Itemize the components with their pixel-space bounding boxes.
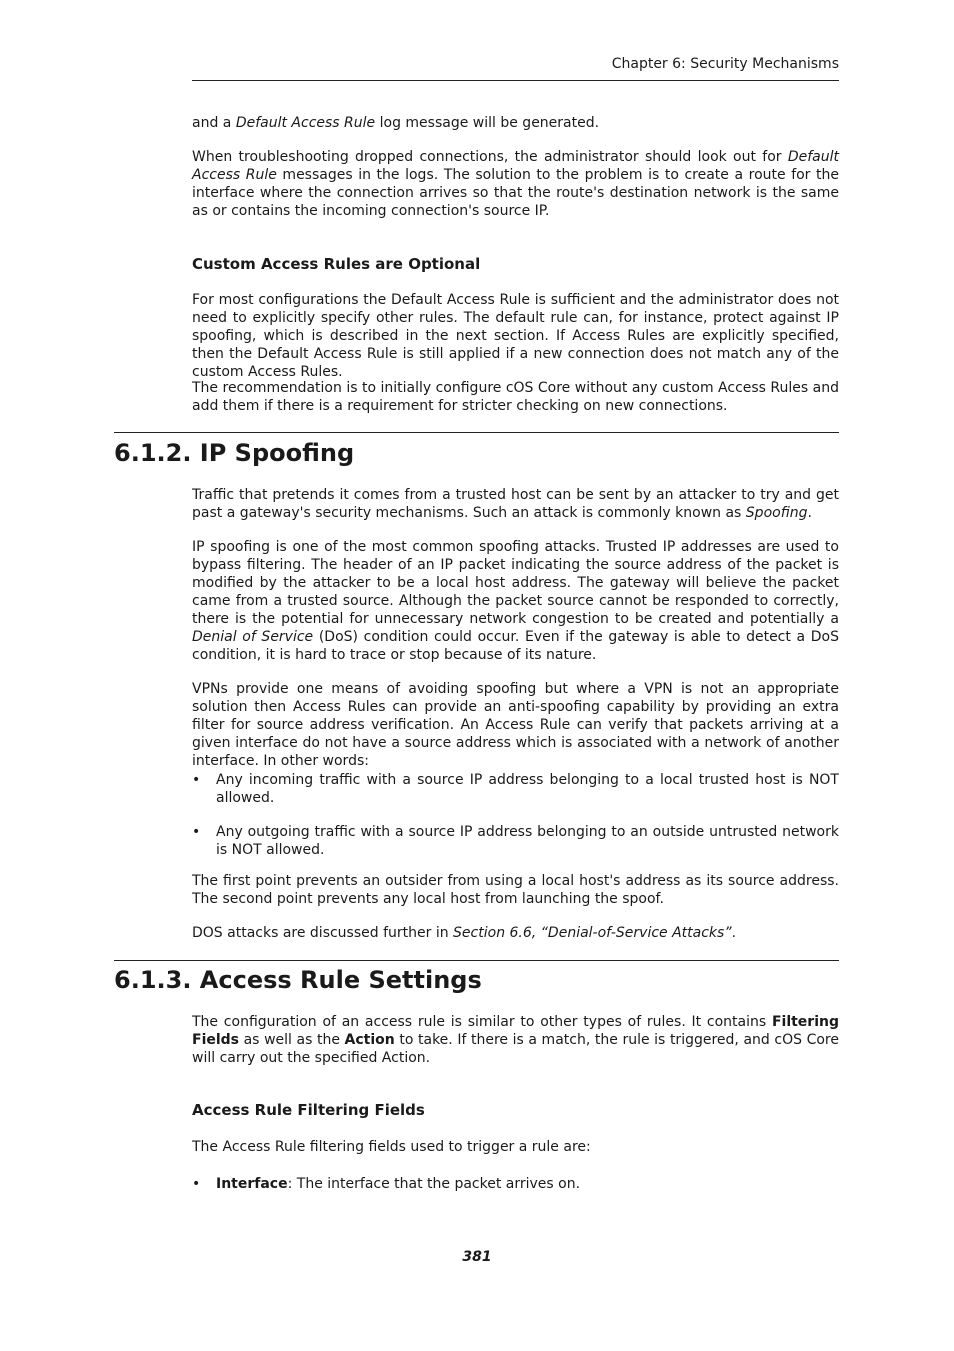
- text: DOS attacks are discussed further in: [192, 925, 454, 941]
- emphasis: Spoofing: [745, 505, 808, 521]
- emphasis: Denial of Service: [192, 629, 314, 645]
- text: The configuration of an access rule is similar to other types of rules. It contains: [192, 1014, 772, 1030]
- emphasis: Default Access Rule: [235, 115, 376, 131]
- bold-term: Filtering Fields: [192, 1014, 839, 1048]
- paragraph-ip-spoofing-details: [192, 538, 839, 664]
- paragraph-dos-reference: [192, 924, 839, 942]
- bullet-icon: •: [192, 1176, 201, 1192]
- paragraph-vpn-anti-spoofing: VPNs provide one means of avoiding spoofing but where a VPN is not an appropriate solution then Access Rules can provide an anti-spoofing capability by providing an extra filter for source address verification. An Access Rule can verify that packets arriving at a given interface do not have a source address which is associated with a network of another interface. In other words:: [192, 681, 839, 769]
- section-link[interactable]: Section 6.6, “Denial-of-Service Attacks”: [453, 925, 732, 941]
- list-item-text: Any incoming traffic with a source IP address belonging to a local trusted host is NOT allowed.: [216, 772, 839, 806]
- subheading-filtering-fields: Access Rule Filtering Fields: [192, 1101, 425, 1119]
- text: : The interface that the packet arrives on.: [287, 1176, 581, 1192]
- text: .: [807, 505, 812, 521]
- text: and a: [192, 115, 236, 131]
- list-item-text: [216, 1175, 839, 1193]
- text: log message will be generated.: [375, 115, 600, 131]
- list-item: [192, 1175, 839, 1193]
- section-divider: [114, 960, 839, 961]
- paragraph-troubleshooting: [192, 148, 839, 220]
- paragraph-default-rule-sufficient: For most configurations the Default Access Rule is sufficient and the administrator does not need to explicitly specify other rules. The default rule can, for instance, protect against IP spoofing, which is described in the next section. If Access Rules are explicitly specified, then the Default Access Rule is still applied if a new connection does not match any of the custom Access Rules.: [192, 292, 839, 380]
- paragraph-first-point: The first point prevents an outsider from using a local host's address as its source address. The second point prevents any local host from launching the spoof.: [192, 873, 839, 907]
- text: When troubleshooting dropped connections, the administrator should look out for: [192, 149, 788, 165]
- section-divider: [114, 432, 839, 433]
- paragraph-filtering-fields-intro: The Access Rule filtering fields used to trigger a rule are:: [192, 1139, 591, 1155]
- paragraph-recommendation: The recommendation is to initially configure cOS Core without any custom Access Rules and add them if there is a requirement for stricter checking on new connections.: [192, 380, 839, 414]
- list-item-text: Any outgoing traffic with a source IP address belonging to an outside untrusted network is NOT allowed.: [216, 824, 839, 858]
- text: .: [731, 925, 737, 941]
- bold-term: Interface: [216, 1176, 288, 1192]
- chapter-title: Chapter 6: Security Mechanisms: [611, 56, 839, 72]
- text: to take. If there is a match, the rule is triggered, and cOS Core will carry out the specified Action.: [192, 1032, 839, 1066]
- page-header: [192, 54, 839, 81]
- paragraph-default-access-log: [192, 114, 839, 132]
- emphasis: Default Access Rule: [192, 149, 839, 183]
- bullet-icon: •: [192, 824, 201, 840]
- list-item: [192, 771, 839, 807]
- paragraph-spoofing-intro: [192, 486, 839, 522]
- paragraph-access-rule-config: [192, 1013, 839, 1067]
- bullet-icon: •: [192, 772, 201, 788]
- list-item: [192, 823, 839, 859]
- bold-term: Action: [344, 1032, 395, 1048]
- section-title-ip-spoofing: 6.1.2. IP Spoofing: [114, 439, 355, 467]
- text: (DoS) condition could occur. Even if the gateway is able to detect a DoS condition, it is hard to trace or stop because of its nature.: [192, 629, 839, 663]
- section-title-access-rule-settings: 6.1.3. Access Rule Settings: [114, 966, 482, 994]
- text: as well as the: [239, 1032, 345, 1048]
- text: IP spoofing is one of the most common spoofing attacks. Trusted IP addresses are used to bypass filtering. The header of an IP packet indicating the source address of the packet is modified by the attacker to be a local host address. The gateway will believe the packet came from a trusted source. Although the packet source cannot be responded to correctly, there is the potential for unnecessary network congestion to be created and potentially a: [192, 539, 839, 627]
- text: Traffic that pretends it comes from a trusted host can be sent by an attacker to try and get past a gateway's security mechanisms. Such an attack is commonly known as: [192, 487, 839, 521]
- text: messages in the logs. The solution to the problem is to create a route for the interface where the connection arrives so that the route's destination network is the same as or contains the incoming connection's source IP.: [192, 167, 839, 219]
- subheading-custom-access-rules: Custom Access Rules are Optional: [192, 255, 481, 273]
- page-number: 381: [462, 1249, 492, 1265]
